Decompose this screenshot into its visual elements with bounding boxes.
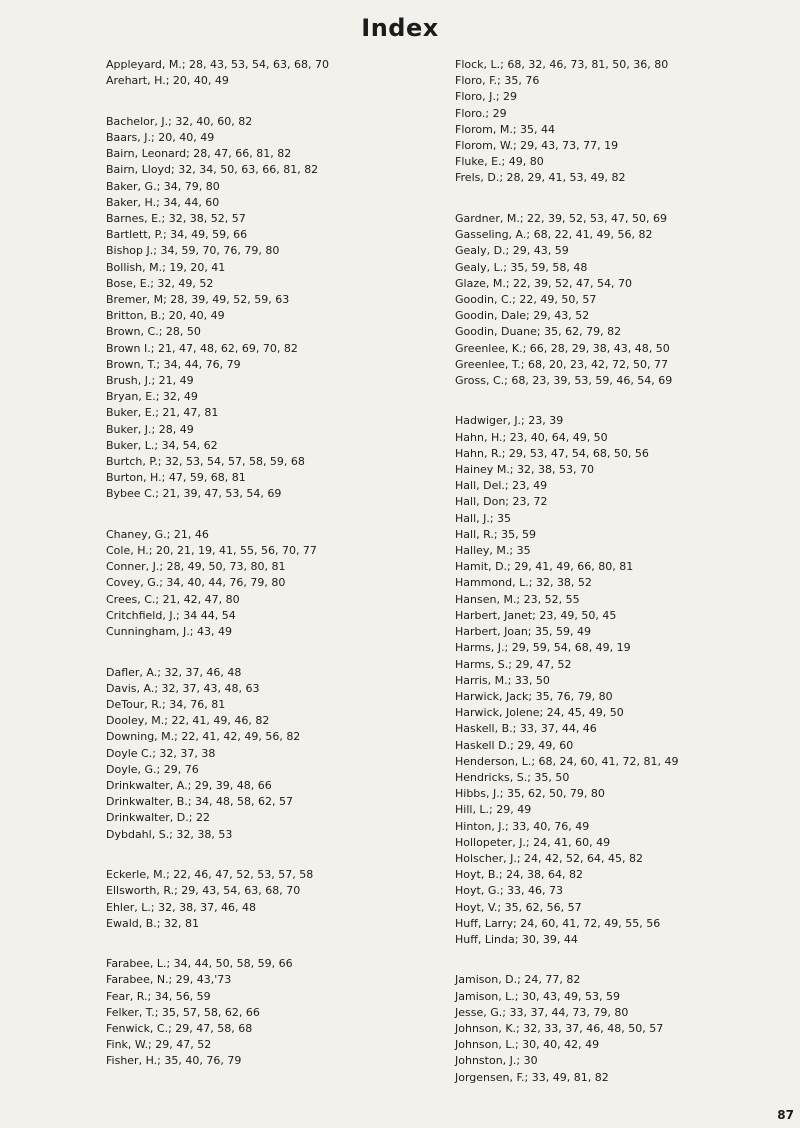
group-spacer: [106, 932, 446, 956]
index-entry: Johnston, J.; 30: [455, 1054, 538, 1068]
index-entry: Fluke, E.; 49, 80: [455, 155, 544, 169]
index-entry: Eckerle, M.; 22, 46, 47, 52, 53, 57, 58: [106, 868, 314, 882]
index-entry: DeTour, R.; 34, 76, 81: [106, 698, 226, 711]
index-entry: Johnson, L.; 30, 40, 42, 49: [455, 1038, 600, 1052]
index-entry: Barnes, E.; 32, 38, 52, 57: [106, 211, 246, 225]
index-entry: Harwick, Jolene; 24, 45, 49, 50: [455, 706, 624, 720]
index-entry: Hainey M.; 32, 38, 53, 70: [455, 463, 594, 477]
index-entry: Felker, T.; 35, 57, 58, 62, 66: [106, 1005, 260, 1019]
index-entry: Greenlee, K.; 66, 28, 29, 38, 43, 48, 50: [455, 341, 670, 355]
index-entry: Hahn, R.; 29, 53, 47, 54, 68, 50, 56: [455, 446, 649, 460]
index-letter-group: [106, 956, 446, 1069]
index-entry: Floro, J.; 29: [455, 90, 518, 104]
index-entry: Ewald, B.; 32, 81: [106, 916, 199, 930]
index-entry: Fear, R.; 34, 56, 59: [106, 989, 211, 1003]
index-entry: Hall, Don; 23, 72: [455, 495, 548, 509]
index-entry: Baars, J.; 20, 40, 49: [106, 130, 215, 144]
index-entry: Floro.; 29: [455, 106, 507, 120]
index-entry: Fenwick, C.; 29, 47, 58, 68: [106, 1022, 253, 1036]
page-title: Index: [361, 14, 439, 42]
index-entry: Davis, A.; 32, 37, 43, 48, 63: [106, 681, 260, 695]
group-spacer: [106, 640, 446, 664]
index-entry: Hall, R.; 35, 59: [455, 527, 537, 541]
index-entry: Holscher, J.; 24, 42, 52, 64, 45, 82: [455, 851, 643, 865]
index-letter-group: [455, 57, 795, 187]
index-entry: Arehart, H.; 20, 40, 49: [106, 74, 229, 88]
group-spacer: [106, 89, 446, 113]
index-entry: Bairn, Lloyd; 32, 34, 50, 63, 66, 81, 82: [106, 163, 319, 177]
index-entry: Brown, C.; 28, 50: [106, 325, 201, 339]
index-entry: Chaney, G.; 21, 46: [106, 527, 209, 541]
group-spacer: [455, 389, 795, 413]
index-entry: Huff, Linda; 30, 39, 44: [455, 932, 578, 946]
index-entry: Gealy, D.; 29, 43, 59: [455, 244, 569, 258]
index-entry: Drinkwalter, B.; 34, 48, 58, 62, 57: [106, 795, 293, 809]
index-entry: Buker, E.; 21, 47, 81: [106, 406, 219, 420]
index-entry: Gardner, M.; 22, 39, 52, 53, 47, 50, 69: [455, 211, 667, 225]
index-entry: Johnson, K.; 32, 33, 37, 46, 48, 50, 57: [455, 1022, 664, 1036]
index-letter-group: [106, 665, 446, 843]
index-entry: Greenlee, T.; 68, 20, 23, 42, 72, 50, 77: [455, 357, 668, 371]
index-entry: Crees, C.; 21, 42, 47, 80: [106, 592, 240, 606]
index-entry: Bishop J.; 34, 59, 70, 76, 79, 80: [106, 244, 280, 258]
index-entry: Hill, L.; 29, 49: [455, 803, 532, 817]
index-entry: Hahn, H.; 23, 40, 64, 49, 50: [455, 430, 608, 444]
index-entry: Gealy, L.; 35, 59, 58, 48: [455, 260, 588, 274]
index-entry: Brush, J.; 21, 49: [106, 373, 194, 387]
index-entry: Hinton, J.; 33, 40, 76, 49: [455, 819, 590, 833]
index-entry: Conner, J.; 28, 49, 50, 73, 80, 81: [106, 560, 286, 574]
index-letter-group: [106, 114, 446, 503]
index-letter-group: [106, 867, 446, 932]
index-entry: Doyle, G.; 29, 76: [106, 762, 199, 776]
index-entry: Halley, M.; 35: [455, 544, 531, 558]
index-letter-group: [106, 527, 446, 640]
index-entry: Ehler, L.; 32, 38, 37, 46, 48: [106, 900, 257, 914]
index-entry: Appleyard, M.; 28, 43, 53, 54, 63, 68, 70: [106, 58, 329, 71]
group-spacer: [455, 948, 795, 972]
index-entry: Dooley, M.; 22, 41, 49, 46, 82: [106, 714, 270, 728]
index-entry: Downing, M.; 22, 41, 42, 49, 56, 82: [106, 730, 301, 744]
index-entry: Bremer, M; 28, 39, 49, 52, 59, 63: [106, 292, 290, 306]
index-entry: Gross, C.; 68, 23, 39, 53, 59, 46, 54, 69: [455, 373, 673, 387]
index-entry: Brown I.; 21, 47, 48, 62, 69, 70, 82: [106, 341, 298, 355]
index-entry: Harbert, Janet; 23, 49, 50, 45: [455, 608, 617, 622]
group-spacer: [106, 843, 446, 867]
index-entry: Fink, W.; 29, 47, 52: [106, 1038, 212, 1052]
index-entry: Goodin, C.; 22, 49, 50, 57: [455, 292, 597, 306]
index-entry: Ellsworth, R.; 29, 43, 54, 63, 68, 70: [106, 884, 301, 898]
index-entry: Glaze, M.; 22, 39, 52, 47, 54, 70: [455, 276, 632, 290]
index-entry: Fisher, H.; 35, 40, 76, 79: [106, 1054, 242, 1068]
index-entry: Goodin, Dale; 29, 43, 52: [455, 309, 590, 323]
index-entry: Baker, H.; 34, 44, 60: [106, 195, 220, 209]
index-entry: Burton, H.; 47, 59, 68, 81: [106, 471, 246, 485]
index-entry: Henderson, L.; 68, 24, 60, 41, 72, 81, 49: [455, 754, 679, 768]
index-entry: Harwick, Jack; 35, 76, 79, 80: [455, 689, 613, 703]
index-entry: Hendricks, S.; 35, 50: [455, 770, 570, 784]
index-entry: Buker, J.; 28, 49: [106, 422, 194, 436]
page-number: 87: [777, 1108, 794, 1122]
index-entry: Bryan, E.; 32, 49: [106, 390, 198, 404]
index-entry: Hall, Del.; 23, 49: [455, 479, 548, 493]
index-entry: Hamit, D.; 29, 41, 49, 66, 80, 81: [455, 560, 634, 574]
index-entry: Brown, T.; 34, 44, 76, 79: [106, 357, 241, 371]
index-entry: Hoyt, V.; 35, 62, 56, 57: [455, 900, 582, 914]
index-entry: Hollopeter, J.; 24, 41, 60, 49: [455, 835, 611, 849]
index-entry: Haskell, B.; 33, 37, 44, 46: [455, 722, 597, 736]
index-entry: Jesse, G.; 33, 37, 44, 73, 79, 80: [455, 1005, 629, 1019]
index-entry: Bollish, M.; 19, 20, 41: [106, 260, 226, 274]
index-entry: Burtch, P.; 32, 53, 54, 57, 58, 59, 68: [106, 454, 305, 468]
index-entry: Hoyt, G.; 33, 46, 73: [455, 884, 564, 898]
index-entry: Buker, L.; 34, 54, 62: [106, 438, 218, 452]
index-letter-group: [106, 57, 446, 89]
group-spacer: [106, 503, 446, 527]
index-entry: Hibbs, J.; 35, 62, 50, 79, 80: [455, 787, 605, 801]
index-entry: Harms, J.; 29, 59, 54, 68, 49, 19: [455, 641, 631, 655]
index-entry: Harris, M.; 33, 50: [455, 673, 550, 687]
index-entry: Bairn, Leonard; 28, 47, 66, 81, 82: [106, 147, 292, 161]
index-entry: Cole, H.; 20, 21, 19, 41, 55, 56, 70, 77: [106, 544, 317, 558]
index-entry: Gasseling, A.; 68, 22, 41, 49, 56, 82: [455, 228, 653, 242]
index-entry: Bose, E.; 32, 49, 52: [106, 276, 214, 290]
index-entry: Britton, B.; 20, 40, 49: [106, 309, 225, 323]
index-entry: Goodin, Duane; 35, 62, 79, 82: [455, 325, 622, 339]
index-entry: Haskell D.; 29, 49, 60: [455, 738, 574, 752]
index-entry: Jamison, D.; 24, 77, 82: [455, 973, 581, 987]
index-entry: Cunningham, J.; 43, 49: [106, 625, 232, 639]
group-spacer: [455, 187, 795, 211]
index-entry: Florom, W.; 29, 43, 73, 77, 19: [455, 139, 619, 153]
index-entry: Bachelor, J.; 32, 40, 60, 82: [106, 114, 253, 128]
index-entry: Dybdahl, S.; 32, 38, 53: [106, 827, 233, 841]
index-letter-group: [455, 211, 795, 389]
index-entry: Baker, G.; 34, 79, 80: [106, 179, 220, 193]
index-entry: Frels, D.; 28, 29, 41, 53, 49, 82: [455, 171, 626, 185]
index-entry: Huff, Larry; 24, 60, 41, 72, 49, 55, 56: [455, 916, 661, 930]
index-letter-group: [455, 972, 795, 1085]
index-entry: Bybee C.; 21, 39, 47, 53, 54, 69: [106, 487, 282, 501]
index-column-left: [106, 57, 446, 1070]
index-column-right: [455, 57, 795, 1086]
index-entry: Covey, G.; 34, 40, 44, 76, 79, 80: [106, 576, 286, 590]
index-entry: Jamison, L.; 30, 43, 49, 53, 59: [455, 989, 620, 1003]
index-letter-group: [455, 413, 795, 948]
index-entry: Farabee, N.; 29, 43,'73: [106, 973, 232, 987]
index-entry: Hansen, M.; 23, 52, 55: [455, 592, 580, 606]
index-entry: Drinkwalter, A.; 29, 39, 48, 66: [106, 779, 272, 793]
index-entry: Hoyt, B.; 24, 38, 64, 82: [455, 868, 584, 882]
index-entry: Harbert, Joan; 35, 59, 49: [455, 625, 591, 639]
index-entry: Hadwiger, J.; 23, 39: [455, 414, 564, 428]
index-entry: Hammond, L.; 32, 38, 52: [455, 576, 592, 590]
index-entry: Drinkwalter, D.; 22: [106, 811, 210, 825]
index-entry: Farabee, L.; 34, 44, 50, 58, 59, 66: [106, 957, 293, 971]
index-entry: Florom, M.; 35, 44: [455, 122, 556, 136]
index-entry: Dafler, A.; 32, 37, 46, 48: [106, 665, 242, 679]
index-entry: Flock, L.; 68, 32, 46, 73, 81, 50, 36, 80: [455, 58, 669, 71]
index-entry: Doyle C.; 32, 37, 38: [106, 746, 216, 760]
index-entry: Harms, S.; 29, 47, 52: [455, 657, 572, 671]
index-entry: Hall, J.; 35: [455, 511, 512, 525]
index-entry: Bartlett, P.; 34, 49, 59, 66: [106, 228, 248, 242]
index-entry: Floro, F.; 35, 76: [455, 74, 540, 88]
index-entry: Critchfield, J.; 34 44, 54: [106, 608, 236, 622]
index-entry: Jorgensen, F.; 33, 49, 81, 82: [455, 1070, 609, 1084]
